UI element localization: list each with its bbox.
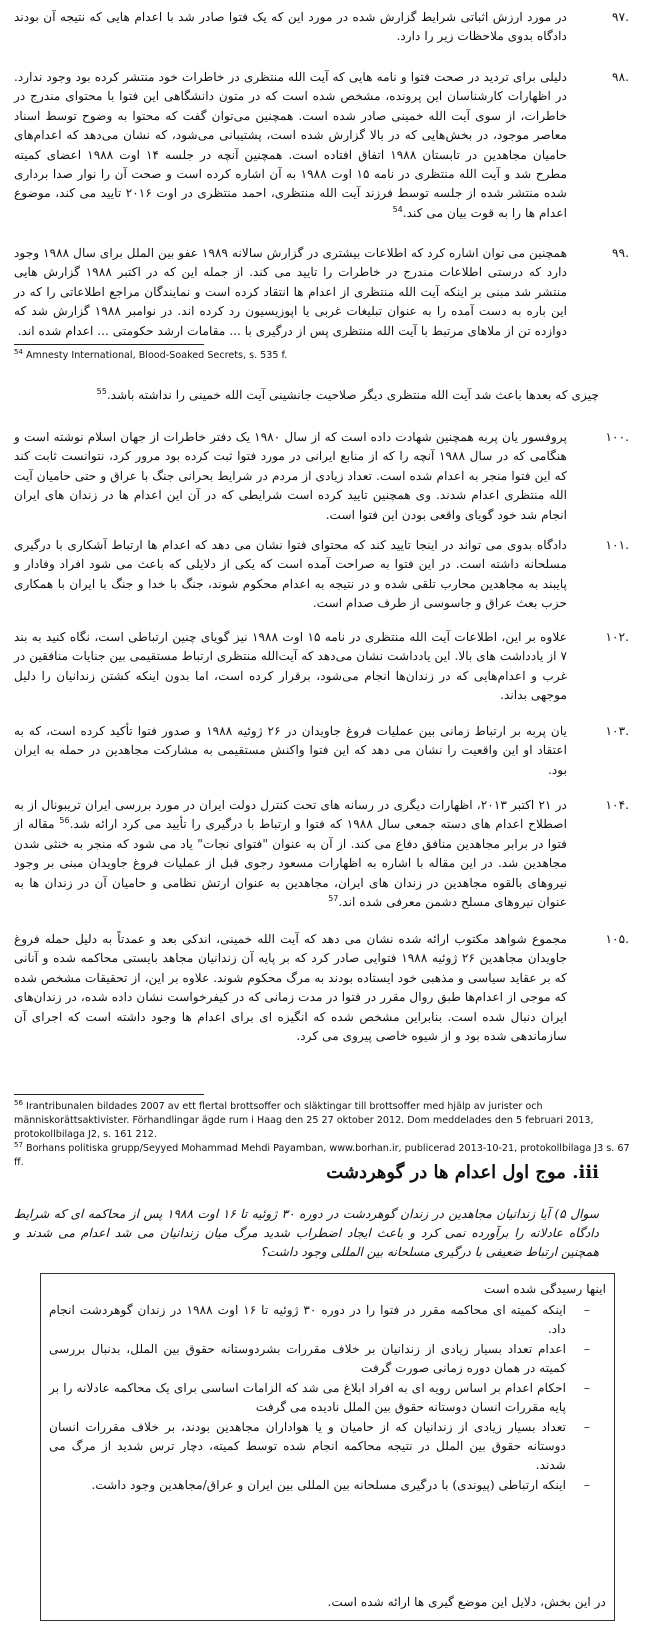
paragraph-body — [14, 68, 567, 223]
findings-intro: اینها رسیدگی شده است — [483, 1282, 606, 1296]
footnote-56 — [14, 1100, 631, 1141]
findings-closing: در این بخش، دلایل این موضع گیری ها ارائه شده است. — [327, 1595, 606, 1609]
dash-bullet-icon: – — [583, 1303, 590, 1317]
paragraph-98 — [14, 68, 629, 223]
paragraph-97 — [14, 8, 629, 47]
paragraph-101 — [14, 536, 629, 614]
footnote-number: 54 — [14, 347, 23, 356]
dash-bullet-icon: – — [583, 1381, 590, 1395]
list-item — [49, 1340, 606, 1378]
list-item — [49, 1379, 606, 1417]
paragraph-number: ۱۰۱. — [605, 538, 629, 552]
footnote-text: Borhans politiska grupp/Seyyed Mohammad Mehdi Payamban, www.borhan.ir, publicerad 2013-10-21, protokollbilaga J3 s. 67 ff. — [14, 1143, 630, 1168]
dash-bullet-icon: – — [583, 1342, 590, 1356]
list-item — [49, 1476, 606, 1495]
paragraph-number: ۱۰۰. — [605, 430, 629, 444]
footnote-number: 56 — [14, 1098, 23, 1107]
footnote-ref[interactable]: 54 — [392, 204, 403, 214]
question-text: سوال ۵) آیا زندانیان مجاهدین در زندان گوهردشت در دوره ۳۰ ژوئیه تا ۱۶ اوت ۱۹۸۸ پس از محاکمه ای که شرایط دادگاه عادلانه را برآورده نمی کرد و باعث ایجاد اضطراب شدید مرگ میان زندانیان می شد اعدام می شدند و همچنین ارتباط ضعیفی با درگیری مسلحانه بین المللی وجود داشت؟ — [14, 1207, 600, 1259]
paragraph-104 — [14, 796, 629, 912]
dash-bullet-icon: – — [583, 1420, 590, 1434]
paragraph-text: علاوه بر این، اطلاعات آیت الله منتظری در نامه ۱۵ اوت ۱۹۸۸ نیز گویای چنین ارتباطی است، نگاه کنید به بند ۷ از یادداشت های بالا. این یادداشت نشان می‌دهد که آیت‌الله منتظری ارتباط مستقیمی بین جنایات منافقین در غرب و اعدام‌هایی که در زندان‌ها انجام می‌شود، برقرار کرده است، اما بدون اینکه کشتن زندانیان را دلیل موجهی بداند. — [14, 630, 567, 703]
footnote-54 — [14, 349, 631, 363]
paragraph-102 — [14, 628, 629, 706]
list-item-text: احکام اعدام بر اساس رویه ای به افراد ابلاغ می شد که الزامات اساسی برای یک محاکمه عادلانه را بر پایه مقررات انسان دوستانه حقوق بین الملل نادیده می گرفت — [49, 1381, 566, 1414]
dash-bullet-icon: – — [583, 1478, 590, 1492]
paragraph-body — [14, 796, 567, 912]
paragraph-number: ۹۸. — [612, 70, 629, 84]
paragraph-text: مقاله از فتوا در برابر مجاهدین منافق دفاع می کند. از آن به عنوان "فتوای نجات" یاد می شود که منجر به خنثی شدن مجاهدین شد. در این مقاله با اشاره به اظهارات مسعود رجوی قبل از عملیات فروغ جاویدان مبنی بر وجود نیروهای بالقوه مجاهدین در زندان های ایران، مجاهدین به عنوان ارتش نظامی و حامیان آن در زندان ها به عنوان نیروهای مسلح دشمن معرفی شده اند. — [14, 817, 567, 910]
paragraph-text: در ۲۱ اکتبر ۲۰۱۳، اظهارات دیگری در رسانه های تحت کنترل دولت ایران در مورد بررسی ایران تریبونال از به اصطلاح اعدام های دسته جمعی سال ۱۹۸۸ که فتوا و ارتباط با درگیری را تأیید می کرد ارائه شد. — [14, 798, 568, 832]
footnote-ref[interactable]: 57 — [328, 893, 339, 903]
carryover-body: چیزی که بعدها باعث شد آیت الله منتظری دیگر صلاحیت جانشینی آیت الله خمینی را نداشته باشد. — [106, 388, 599, 402]
paragraph-number: ۹۹. — [612, 246, 629, 260]
findings-list — [49, 1301, 606, 1495]
paragraph-number: ۱۰۴. — [605, 798, 629, 812]
paragraph-text: دادگاه بدوی می تواند در اینجا تایید کند که محتوای فتوا نشان می دهد که اعدام ها ارتباط آشکاری با درگیری مسلحانه داشته است. در این فتوا به صراحت آمده است که یکی از دلایلی که باعث می شود افراد وفادار و پایبند به مجاهدین محارب تلقی شده و در نتیجه به اعدام محکوم شوند، جنگ با خدا و جنگ با ایران با همکاری حزب بعث عراق و جاسوسی از طرف صدام است. — [14, 538, 567, 611]
list-item-text: اعدام تعداد بسیار زیادی از زندانیان بر خلاف مقررات بشردوستانه حقوق بین الملل، بدنبال بررسی کمیته در همان دوره زمانی صورت گرفت — [49, 1342, 566, 1375]
paragraph-text: مجموع شواهد مکتوب ارائه شده نشان می دهد که آیت الله خمینی، اندکی بعد و عمدتاً به دلیل حمله فروغ جاویدان مجاهدین ۲۶ ژوئیه ۱۹۸۸ فتوایی صادر کرد که بر پایه آن زندانیان مجاهد بایستی محاکمه شده و آنانی که بر عقاید سیاسی و مذهبی خود ایستاده بودند به مرگ محکوم شوند. علاوه بر این، از تحقیقات مشخص شده که موجی از اعدام‌ها طبق روال مقرر در فتوا در مدت زمانی که در کیفرخواست نشان داده شده، در زندان‌های ایران دنبال شده است. بنابراین مشخص شده که انگیزه ای برای اعدام ها وجود داشته است که اجرای آن سازماندهی شده بود و از شیوه خاصی پیروی می کرد. — [14, 932, 567, 1044]
paragraph-100 — [14, 428, 629, 525]
paragraph-text: یان پربه بر ارتباط زمانی بین عملیات فروغ جاویدان در ۲۶ ژوئیه ۱۹۸۸ و صدور فتوا تأکید کرده است، که به اعتقاد او این واقعیت را نشان می دهد که این فتوا واکنش مستقیمی به مشارکت مجاهدین در حمله به ایران بود. — [14, 724, 567, 777]
paragraph-text: در مورد ارزش اثباتی شرایط گزارش شده در مورد این که یک فتوا صادر شد با اعدام هایی که نتیجه آن بودند دادگاه بدوی ملاحظات زیر را دارد. — [14, 10, 567, 44]
paragraph-number: ۱۰۲. — [605, 630, 629, 644]
footnote-separator — [14, 1094, 204, 1095]
paragraph-103 — [14, 722, 629, 780]
footnote-text: Amnesty International, Blood-Soaked Secrets, s. 535 f. — [25, 350, 288, 361]
list-item — [49, 1301, 606, 1339]
paragraph-text: پروفسور یان پربه همچنین شهادت داده است که از سال ۱۹۸۰ یک دفتر خاطرات از جهان اسلام نوشته است و هنگامی که در سال ۱۹۸۸ آنچه را که از منابع ایرانی در مورد فتوا ثبت کرده بود مرور کرد، نتوانست ثابت کند که این فتوا منجر به اعدام شده است. تعداد زیادی از مردم در شرایط بحرانی جنگ با عراق و حتی حامیان آیت الله منتظری اعدام شدند. وی همچنین تایید کرده است شرایطی که در آن این اعدام ها در زندان های ایران انجام شد خود گویای واقعی بودن این فتوا است. — [14, 430, 568, 522]
footnote-ref[interactable]: 56 — [59, 816, 70, 826]
footnote-separator — [14, 344, 204, 345]
paragraph-105 — [14, 930, 629, 1046]
list-item-text: اینکه کمیته ای محاکمه مقرر در فتوا را در دوره ۳۰ ژوئیه تا ۱۶ اوت ۱۹۸۸ در زندان گوهردشت انجام داد. — [49, 1303, 566, 1336]
paragraph-number: ۱۰۳. — [605, 724, 629, 738]
paragraph-number: ۹۷. — [612, 10, 629, 24]
section-heading: iii. موج اول اعدام ها در گوهردشت — [326, 1162, 599, 1183]
list-item-text: اینکه ارتباطی (پیوندی) با درگیری مسلحانه بین المللی بین ایران و عراق/مجاهدین وجود داشت. — [91, 1478, 566, 1492]
paragraph-99 — [14, 244, 629, 338]
footnote-ref[interactable]: 55 — [96, 386, 107, 396]
footnote-number: 57 — [14, 1140, 23, 1149]
paragraph-text: دلیلی برای تردید در صحت فتوا و نامه هایی که آیت الله منتظری در خاطرات خود منتشر کرده بود وجود ندارد. در اظهارات کارشناسان این پرونده، مشخص شده است که در متون دانشگاهی این فتوا با محتوای مندرج در خاطرات، از سوی آیت الله خمینی صادر شده است. همچنین می‌توان گفت که محتوا به وضوح توسط اسناد معاصر موجود، در بخش‌هایی که در بالا گزارش شده است، پشتیبانی می‌شود، که نشان می‌دهد که اعدام‌های حامیان مجاهدین در تابستان ۱۹۸۸ اتفاق افتاده است. همچنین آنچه در جلسه ۱۴ اوت ۱۹۸۸ اعضای کمیته مطرح شد و آیت الله منتظری در نامه ۱۵ اوت ۱۹۸۸ به آن اشاره کرده است و صحت آن را نوار صدا برداری شده منتشر شده از جلسه توسط فرزند آیت الله منتظری، احمد منتظری در اوت ۲۰۱۶ تایید می کند، موضوع اعدام ها را به قوت بیان می کند. — [14, 70, 567, 220]
paragraph-text: همچنین می توان اشاره کرد که اطلاعات بیشتری در گزارش سالانه ۱۹۸۹ عفو بین الملل برای سال ۱۹۸۸ وجود دارد که درستی اطلاعات مندرج در خاطرات را تایید می کند. از جمله این که در اکتبر ۱۹۸۸ گزارش هایی منتشر شد مبنی بر اینکه آیت الله منتظری از اعدام ها انتقاد کرده است و نمایندگان مراجع اطلاعاتی را که در این باره به دست آمده را به عنوان تبلیغات غربی یا اپوزیسیون رد کرده اند. در نوامبر ۱۹۸۸ گزارش شد که دوازده تن از ملاهای مرتبط با آیت الله منتظری پس از درگیری با ... مقامات ارشد حکومتی ... اعدام شده اند. — [14, 246, 567, 338]
footnote-text: Irantribunalen bildades 2007 av ett flertal brottsoffer och släktingar till brottsoffer med hjälp av jurister och människorättsaktivister. Förhandlingar ägde rum i Haag den 25 27 oktober 2012. Dom meddelades den 5 februari 2013, protokollbilaga J2, s. 161 212. — [14, 1101, 594, 1140]
list-item-text: تعداد بسیار زیادی از زندانیان که از حامیان و یا هواداران مجاهدین بودند، بر خلاف مقررات انسان دوستانه حقوق بین الملل در نتیجه محاکمه انجام شده توسط کمیته، دچار ترس شدید از مرگ می شدند. — [49, 1420, 566, 1472]
paragraph-number: ۱۰۵. — [605, 932, 629, 946]
list-item — [49, 1418, 606, 1475]
findings-box — [40, 1273, 615, 1621]
carryover-text — [14, 386, 599, 405]
